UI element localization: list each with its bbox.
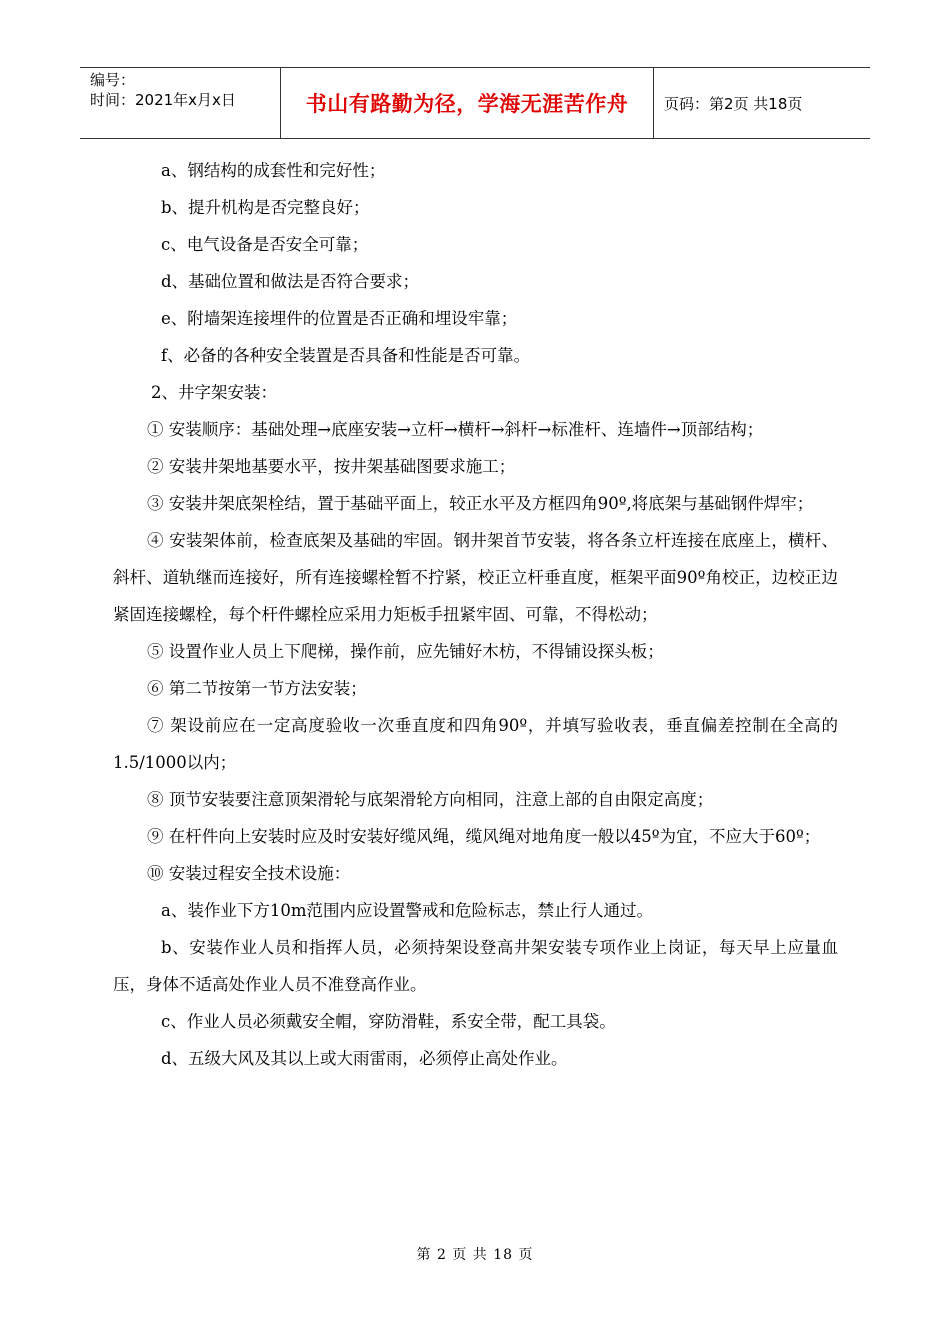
paragraph: ⑦ 架设前应在一定高度验收一次垂直度和四角90º，并填写验收表，垂直偏差控制在全高的1.5/1000以内；: [113, 716, 838, 772]
paragraph: ⑤ 设置作业人员上下爬梯，操作前，应先铺好木枋，不得铺设探头板；: [147, 642, 664, 661]
paragraph: a、钢结构的成套性和完好性；: [161, 161, 386, 180]
header-page-info: 页码：第2页 共18页: [664, 94, 803, 113]
paragraph: ① 安装顺序：基础处理→底座安装→立杆→横杆→斜杆→标准杆、连墙件→顶部结构；: [147, 420, 764, 439]
document-date: 时间：2021年x月x日: [90, 91, 236, 109]
paragraph: e、附墙架连接埋件的位置是否正确和埋设牢靠；: [161, 309, 518, 328]
paragraph: b、安装作业人员和指挥人员，必须持架设登高井架安装专项作业上岗证，每天早上应量血压，身体不适高处作业人员不准登高作业。: [113, 938, 838, 994]
paragraph: a、装作业下方10m范围内应设置警戒和危险标志，禁止行人通过。: [161, 901, 653, 920]
paragraph: d、五级大风及其以上或大雨雷雨，必须停止高处作业。: [161, 1049, 568, 1068]
header-motto: 书山有路勤为径，学海无涯苦作舟: [281, 68, 654, 138]
paragraph: ④ 安装架体前，检查底架及基础的牢固。钢井架首节安装，将各条立杆连接在底座上，横杆、斜杆、道轨继而连接好，所有连接螺栓暂不拧紧，校正立杆垂直度，框架平面90º角校正，边校正边紧固连接螺栓，每个杆件螺栓应采用力矩板手扭紧牢固、可靠，不得松动；: [113, 531, 838, 624]
paragraph: f、必备的各种安全装置是否具备和性能是否可靠。: [161, 346, 531, 365]
paragraph: c、电气设备是否安全可靠；: [161, 235, 369, 254]
paragraph: ⑩ 安装过程安全技术设施：: [147, 864, 351, 883]
paragraph: ③ 安装井架底架栓结，置于基础平面上，较正水平及方框四角90º,将底架与基础钢件焊牢；: [147, 494, 814, 513]
paragraph: c、作业人员必须戴安全帽，穿防滑鞋，系安全带，配工具袋。: [161, 1012, 616, 1031]
paragraph: b、提升机构是否完整良好；: [161, 198, 370, 217]
paragraph: d、基础位置和做法是否符合要求；: [161, 272, 420, 291]
paragraph: ⑨ 在杆件向上安装时应及时安装好缆风绳，缆风绳对地角度一般以45º为宜，不应大于60º；: [147, 827, 821, 846]
paragraph: ⑧ 顶节安装要注意顶架滑轮与底架滑轮方向相同，注意上部的自由限定高度；: [147, 790, 714, 809]
paragraph: ② 安装井架地基要水平，按井架基础图要求施工；: [147, 457, 516, 476]
section-heading: 2、井字架安装：: [151, 383, 277, 402]
header-meta: [80, 68, 281, 138]
document-body: [113, 152, 838, 1077]
paragraph: ⑥ 第二节按第一节方法安装；: [147, 679, 367, 698]
page-header: [80, 67, 870, 139]
page-footer: 第 2 页 共 18 页: [416, 1247, 534, 1263]
document-number-label: 编号：: [90, 71, 136, 89]
